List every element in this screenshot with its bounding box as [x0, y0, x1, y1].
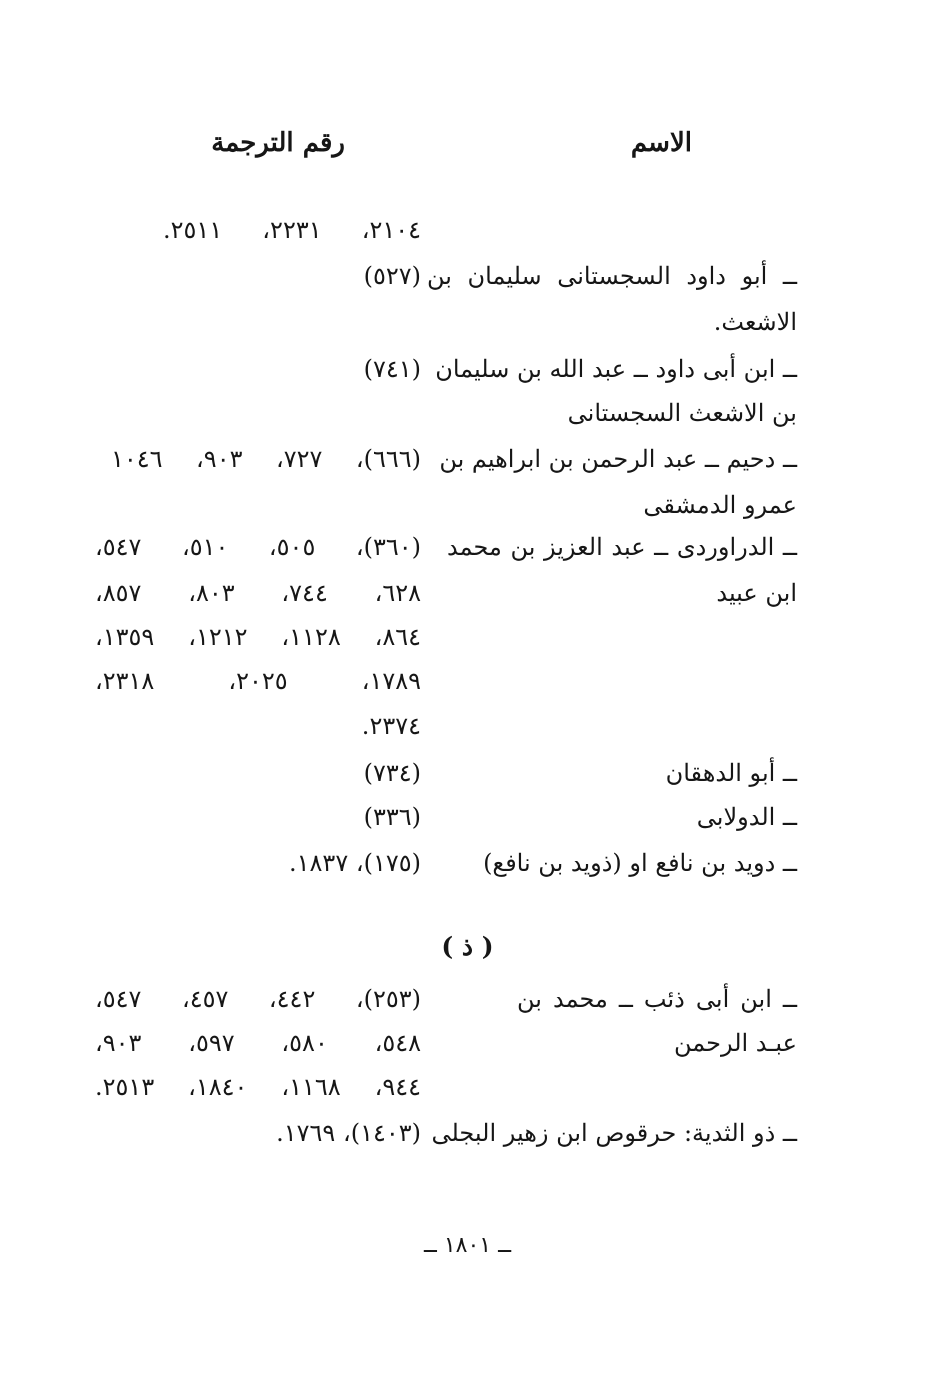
entry-number-line: (٥٢٧) [363, 262, 421, 290]
entry-number-line: (٣٦٠)، ٥٠٥، ٥١٠، ٥٤٧، [95, 533, 422, 561]
section-letter-heading: ( ذ ) [441, 932, 494, 961]
header-number-column: رقم الترجمة [211, 128, 345, 158]
entry-number-line: ٢٣٧٤. [361, 712, 421, 740]
entry-name-line: بن الاشعث السجستانى [567, 399, 797, 427]
entry-number-line: (٧٣٤) [363, 759, 421, 787]
entry-number-line: (١٤٠٣)، ١٧٦٩. [276, 1119, 421, 1147]
entry-name-line: ــ أبو داود السجستانى سليمان بن [427, 262, 797, 290]
entry-number-line: ٨٦٤، ١١٢٨، ١٢١٢، ١٣٥٩، [95, 623, 422, 651]
entry-number-line: (٣٣٦) [363, 803, 421, 831]
entry-name-line: ابن عبيد [716, 579, 797, 607]
entry-number-line: (٦٦٦)، ٧٢٧، ٩٠٣، ١٠٤٦ [111, 445, 422, 473]
continuation-numbers: ٢١٠٤، ٢٢٣١، ٢٥١١. [163, 216, 422, 244]
entry-name-line: ــ دويد بن نافع او (ذويد بن نافع) [483, 849, 797, 877]
entry-name-line: ــ الدراوردى ــ عبد العزيز بن محمد [447, 533, 797, 561]
entry-number-line: ١٧٨٩، ٢٠٢٥، ٢٣١٨، [95, 667, 421, 695]
header-name-column: الاسم [630, 128, 692, 158]
page-number: ــ ١٨٠١ ــ [423, 1233, 512, 1258]
entry-name-line: ــ ذو الثدية: حرقوص ابن زهير البجلى [431, 1119, 797, 1147]
entry-name-line: عمرو الدمشقى [643, 491, 797, 519]
entry-name-line: ــ أبو الدهقان [665, 759, 797, 787]
entry-number-line: ٩٤٤، ١١٦٨، ١٨٤٠، ٢٥١٣. [95, 1073, 422, 1101]
entry-name-line: ــ دحيم ــ عبد الرحمن بن ابراهيم بن [439, 445, 797, 473]
entry-number-line: (٢٥٣)، ٤٤٢، ٤٥٧، ٥٤٧، [95, 985, 422, 1013]
entry-name-line: ــ الدولابى [696, 803, 797, 831]
entry-name-line: ــ ابن أبى داود ــ عبد الله بن سليمان [435, 355, 797, 383]
entry-name-line: الاشعث. [713, 308, 797, 336]
entry-name-line: عبـد الرحمن [673, 1029, 797, 1057]
entry-number-line: ٥٤٨، ٥٨٠، ٥٩٧، ٩٠٣، [95, 1029, 422, 1057]
entry-name-line: ــ ابن أبى ذئب ــ محمد بن [517, 985, 797, 1013]
entry-number-line: (٧٤١) [363, 355, 421, 383]
entry-number-line: (١٧٥)، ١٨٣٧. [289, 849, 421, 877]
entry-number-line: ٦٢٨، ٧٤٤، ٨٠٣، ٨٥٧، [95, 579, 422, 607]
